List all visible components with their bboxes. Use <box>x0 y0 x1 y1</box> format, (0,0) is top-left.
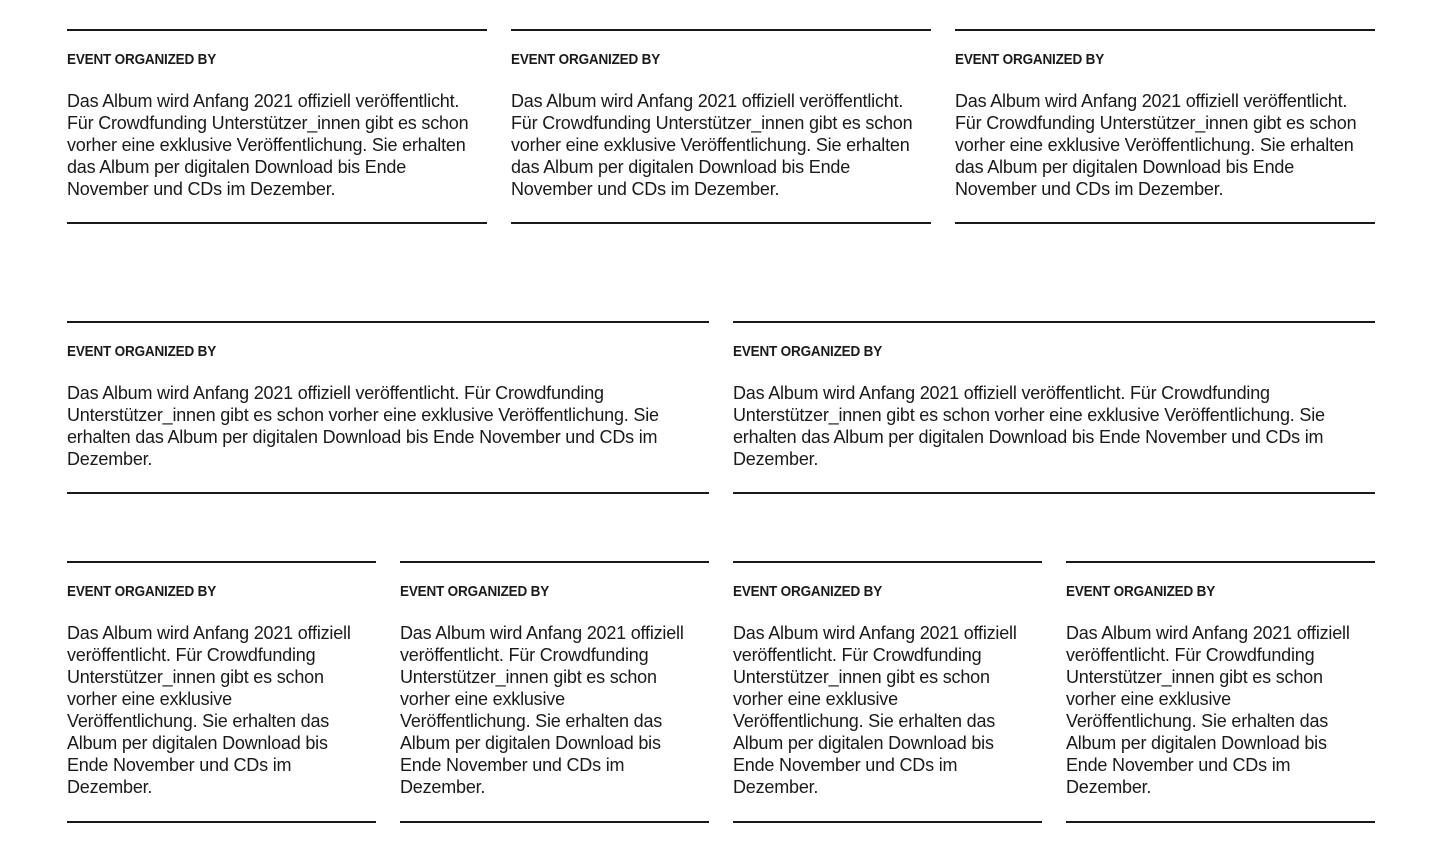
event-organizer-label: EVENT ORGANIZED BY <box>733 343 883 360</box>
event-card <box>400 561 709 823</box>
event-card <box>1066 561 1375 823</box>
event-description: Das Album wird Anfang 2021 offiziell veröffentlicht. Für Crowdfunding Unterstützer_innen gibt es schon vorher eine exklusive Veröffentlichung. Sie erhalten das Album per digitalen Download bis Ende November und CDs im Dezember. <box>955 91 1357 199</box>
event-card <box>67 321 709 494</box>
event-organizer-label: EVENT ORGANIZED BY <box>67 343 217 360</box>
event-organizer-label: EVENT ORGANIZED BY <box>955 51 1105 68</box>
event-organizer-label: EVENT ORGANIZED BY <box>733 583 883 600</box>
card-row-four <box>67 561 1375 823</box>
event-organizer-label: EVENT ORGANIZED BY <box>67 583 217 600</box>
event-card <box>511 29 931 224</box>
event-organizer-label: EVENT ORGANIZED BY <box>511 51 661 68</box>
event-card <box>67 561 376 823</box>
card-row-two <box>67 321 1375 494</box>
event-description: Das Album wird Anfang 2021 offiziell veröffentlicht. Für Crowdfunding Unterstützer_innen gibt es schon vorher eine exklusive Veröffentlichung. Sie erhalten das Album per digitalen Download bis Ende November und CDs im Dezember. <box>67 91 469 199</box>
event-card <box>733 321 1375 494</box>
event-organizer-label: EVENT ORGANIZED BY <box>1066 583 1216 600</box>
event-description: Das Album wird Anfang 2021 offiziell veröffentlicht. Für Crowdfunding Unterstützer_innen gibt es schon vorher eine exklusive Veröffentlichung. Sie erhalten das Album per digitalen Download bis Ende November und CDs im Dezember. <box>733 383 1325 469</box>
event-description: Das Album wird Anfang 2021 offiziell veröffentlicht. Für Crowdfunding Unterstützer_innen gibt es schon vorher eine exklusive Veröffentlichung. Sie erhalten das Album per digitalen Download bis Ende November und CDs im Dezember. <box>511 91 913 199</box>
event-description: Das Album wird Anfang 2021 offiziell veröffentlicht. Für Crowdfunding Unterstützer_innen gibt es schon vorher eine exklusive Veröffentlichung. Sie erhalten das Album per digitalen Download bis Ende November und CDs im Dezember. <box>1066 623 1350 797</box>
event-organizer-label: EVENT ORGANIZED BY <box>400 583 550 600</box>
event-description: Das Album wird Anfang 2021 offiziell veröffentlicht. Für Crowdfunding Unterstützer_innen gibt es schon vorher eine exklusive Veröffentlichung. Sie erhalten das Album per digitalen Download bis Ende November und CDs im Dezember. <box>67 383 659 469</box>
event-description: Das Album wird Anfang 2021 offiziell veröffentlicht. Für Crowdfunding Unterstützer_innen gibt es schon vorher eine exklusive Veröffentlichung. Sie erhalten das Album per digitalen Download bis Ende November und CDs im Dezember. <box>733 623 1017 797</box>
event-card <box>955 29 1375 224</box>
event-description: Das Album wird Anfang 2021 offiziell veröffentlicht. Für Crowdfunding Unterstützer_innen gibt es schon vorher eine exklusive Veröffentlichung. Sie erhalten das Album per digitalen Download bis Ende November und CDs im Dezember. <box>67 623 351 797</box>
event-card <box>733 561 1042 823</box>
event-card <box>67 29 487 224</box>
card-row-three <box>67 29 1375 224</box>
event-description: Das Album wird Anfang 2021 offiziell veröffentlicht. Für Crowdfunding Unterstützer_innen gibt es schon vorher eine exklusive Veröffentlichung. Sie erhalten das Album per digitalen Download bis Ende November und CDs im Dezember. <box>400 623 684 797</box>
event-organizer-label: EVENT ORGANIZED BY <box>67 51 217 68</box>
